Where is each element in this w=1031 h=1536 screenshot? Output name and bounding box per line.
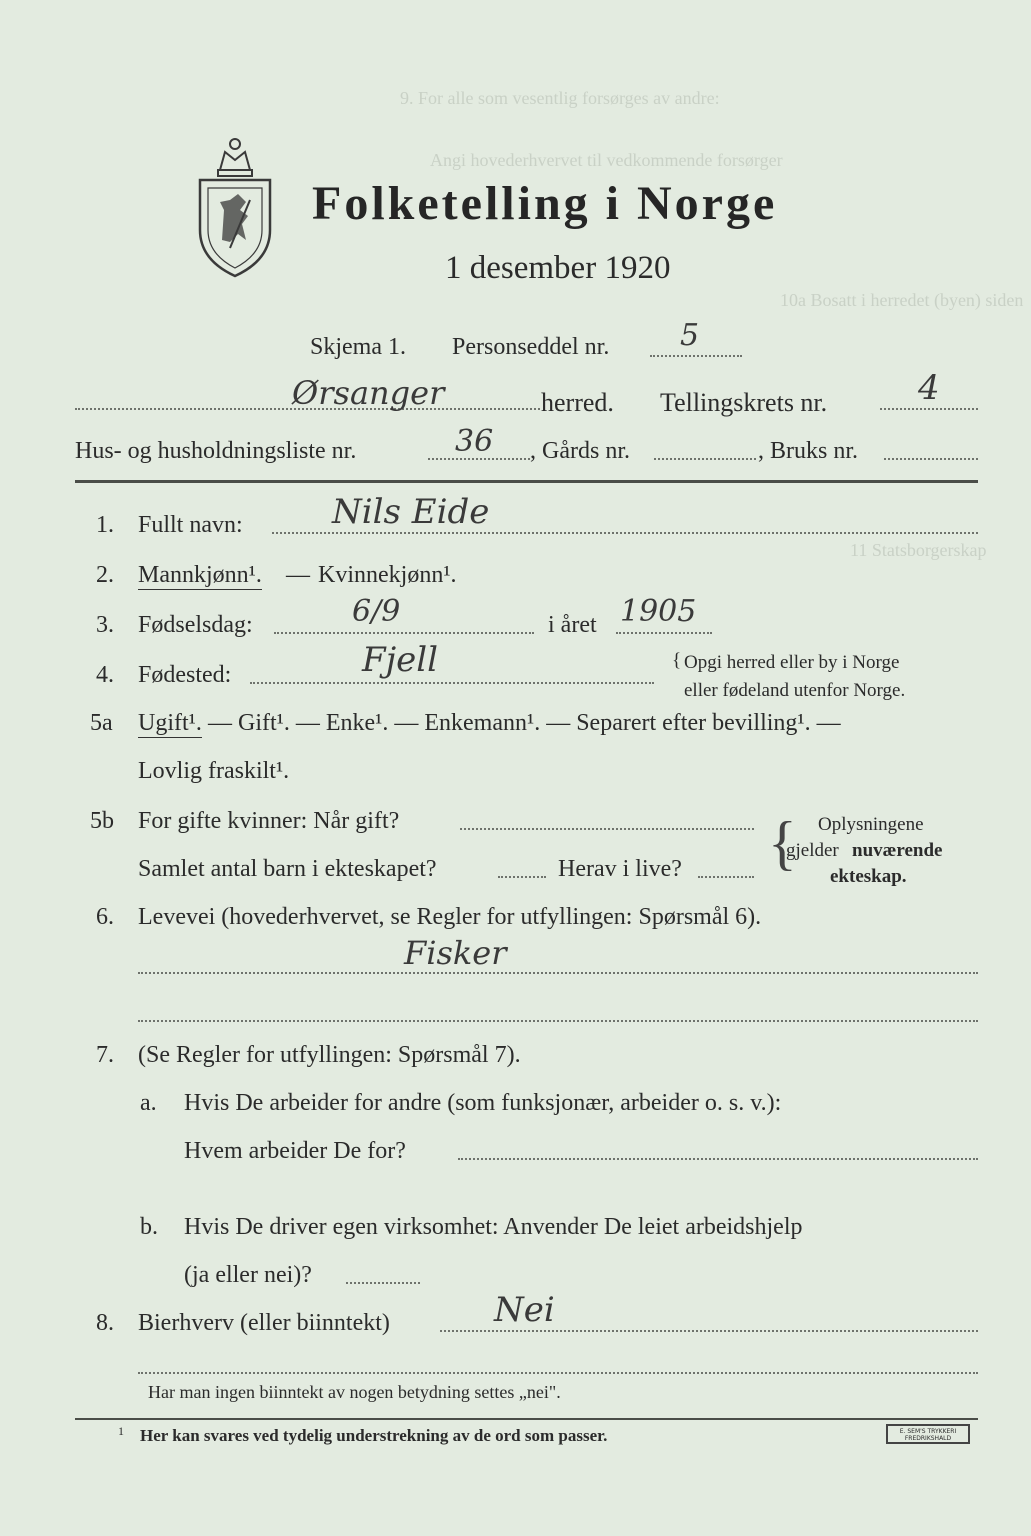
q3-day-line — [274, 632, 534, 634]
herred-label: herred. — [541, 388, 614, 417]
q2-number: 2. — [96, 562, 114, 588]
q8-label: Bierhverv (eller biinntekt) — [138, 1310, 390, 1336]
q4-value: Fjell — [362, 640, 439, 680]
q3-year-line — [616, 632, 712, 634]
personseddel-value: 5 — [680, 318, 700, 353]
gards-line — [654, 458, 756, 460]
q5b-note-line3: ekteskap. — [830, 866, 907, 887]
q5b-alive-label: Herav i live? — [558, 856, 682, 882]
personseddel-line — [650, 355, 742, 357]
section-divider — [75, 480, 978, 483]
printer-stamp-text: E. SEM'S TRYKKERI FREDRIKSHALD — [899, 1428, 957, 1442]
schema-label: Skjema 1. — [310, 334, 406, 360]
husliste-value: 36 — [455, 424, 494, 459]
q2-female-option: Kvinnekjønn¹. — [318, 562, 457, 588]
q7a-label: Hvis De arbeider for andre (som funksjonær, arbeider o. s. v.): — [184, 1090, 782, 1116]
census-date: 1 desember 1920 — [445, 250, 671, 286]
q5b-children-line — [498, 876, 546, 878]
q7-number: 7. — [96, 1042, 114, 1068]
husliste-label: Hus- og husholdningsliste nr. — [75, 438, 357, 464]
q7b-answer-label: (ja eller nei)? — [184, 1262, 312, 1288]
q5a-options: — Gift¹. — Enke¹. — Enkemann¹. — Separert efter bevilling¹. — — [208, 710, 841, 736]
q5a-option-fraskilt: Lovlig fraskilt¹. — [138, 758, 290, 784]
footnote-divider — [75, 1418, 978, 1420]
q5b-number: 5b — [90, 808, 114, 834]
bruks-label: , Bruks nr. — [758, 438, 859, 464]
q6-value: Fisker — [404, 934, 507, 972]
q7a-employer-line — [458, 1158, 978, 1160]
footnote-text: Her kan svares ved tydelig understrekning av de ord som passer. — [140, 1426, 608, 1445]
q6-number: 6. — [96, 904, 114, 930]
q5a-ugift-option: Ugift¹. — [138, 710, 202, 736]
q7b-letter: b. — [140, 1214, 158, 1240]
q8-line1 — [440, 1330, 978, 1332]
q3-label: Fødselsdag: — [138, 612, 253, 638]
q4-line — [250, 682, 654, 684]
q2-male-option: Mannkjønn¹. — [138, 562, 262, 588]
q3-value: 6/9 — [352, 594, 401, 629]
q5b-note-line2b: nuværende — [852, 840, 943, 861]
gards-label: , Gårds nr. — [530, 438, 630, 464]
q5b-note-line2a: gjelder — [786, 840, 839, 861]
q5b-children-label: Samlet antal barn i ekteskapet? — [138, 856, 437, 882]
tellingskrets-label: Tellingskrets nr. — [660, 388, 828, 417]
q6-line2 — [138, 1020, 978, 1022]
bleed-through-line: 9. For alle som vesentlig forsørges av andre: — [400, 88, 720, 108]
q7a-letter: a. — [140, 1090, 157, 1116]
bleed-through-line: 11 Statsborgerskap — [850, 540, 987, 560]
tellingskrets-value: 4 — [918, 368, 940, 408]
q8-number: 8. — [96, 1310, 114, 1336]
bleed-through-line: 10a Bosatt i herredet (byen) siden — [780, 290, 1024, 310]
q1-number: 1. — [96, 512, 114, 538]
q5b-line1 — [460, 828, 754, 830]
q7b-answer-line — [346, 1282, 420, 1284]
footnote-mark: 1 — [118, 1424, 124, 1438]
herred-value: Ørsanger — [292, 374, 445, 412]
q1-label: Fullt navn: — [138, 512, 243, 538]
printer-stamp — [886, 1424, 970, 1444]
bleed-through-line: Angi hovederhvervet til vedkommende forsørger — [430, 150, 783, 170]
q5b-label: For gifte kvinner: Når gift? — [138, 808, 400, 834]
q3-number: 3. — [96, 612, 114, 638]
q8-value: Nei — [494, 1290, 555, 1330]
q4-number: 4. — [96, 662, 114, 688]
q5b-brace: { — [768, 810, 797, 876]
norway-coat-of-arms-icon — [190, 130, 280, 280]
biinntekt-note: Har man ingen biinntekt av nogen betydning settes „nei". — [148, 1382, 561, 1402]
q4-note-line1: Opgi herred eller by i Norge — [684, 652, 900, 673]
q5a-number: 5a — [90, 710, 113, 736]
q4-note-line2: eller fødeland utenfor Norge. — [684, 680, 906, 701]
personseddel-label: Personseddel nr. — [452, 334, 610, 360]
q7b-label: Hvis De driver egen virksomhet: Anvender De leiet arbeidshjelp — [184, 1214, 803, 1240]
q4-brace: { — [672, 650, 682, 671]
q1-value: Nils Eide — [332, 492, 490, 532]
q2-separator: — — [286, 562, 310, 588]
page-title: Folketelling i Norge — [312, 177, 778, 230]
q6-line1 — [138, 972, 978, 974]
q4-label: Fødested: — [138, 662, 232, 688]
q7a-employer-label: Hvem arbeider De for? — [184, 1138, 406, 1164]
q6-label: Levevei (hovederhvervet, se Regler for utfyllingen: Spørsmål 6). — [138, 904, 762, 930]
tellingskrets-line — [880, 408, 978, 410]
q5b-note-line1: Oplysningene — [818, 814, 924, 835]
bruks-line — [884, 458, 978, 460]
q3-year-value: 1905 — [620, 594, 697, 629]
q8-line2 — [138, 1372, 978, 1374]
q3-year-label: i året — [548, 612, 597, 638]
q5b-alive-line — [698, 876, 754, 878]
q7-label: (Se Regler for utfyllingen: Spørsmål 7). — [138, 1042, 521, 1068]
q1-line — [272, 532, 978, 534]
